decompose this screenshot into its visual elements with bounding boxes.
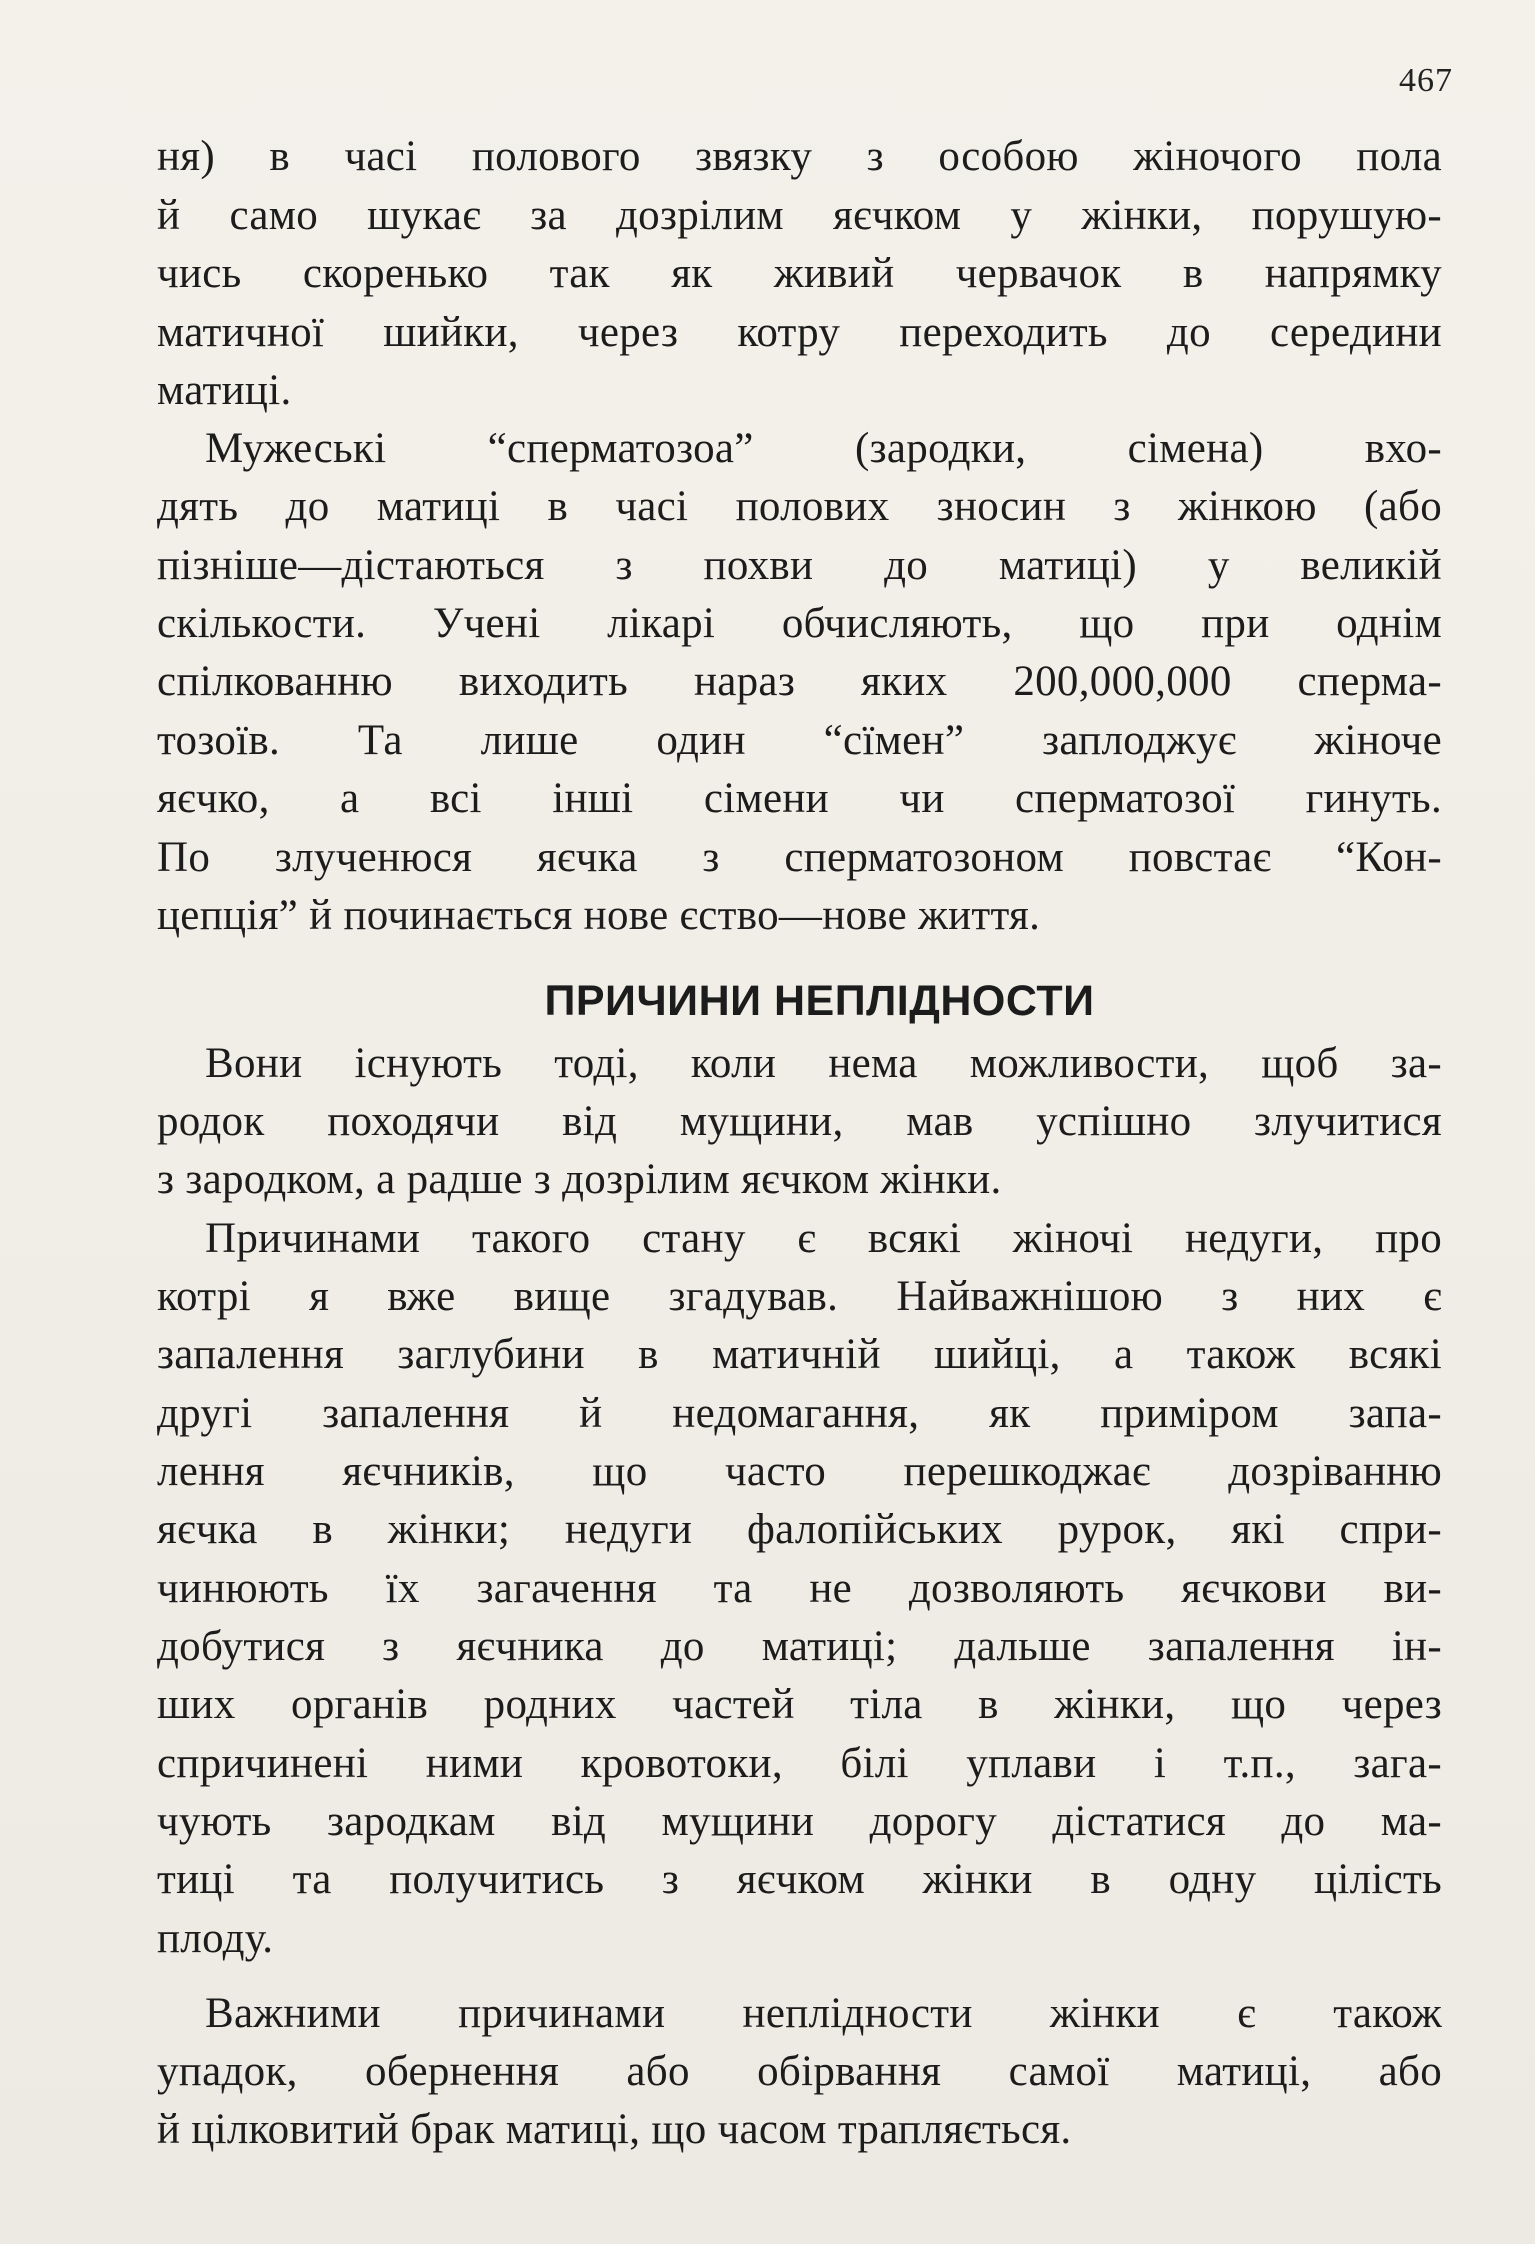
text-line: По злученюся яєчка з сперматозоном повстає “Кон- <box>157 834 1442 881</box>
text-line: й цілковитий брак матиці, що часом трапляється. <box>157 2106 1072 2153</box>
text-line: запалення заглубини в матичній шийці, а також всякі <box>157 1331 1442 1378</box>
text-line: спілкованню виходить нараз яких 200,000,000 сперма- <box>157 658 1442 705</box>
text-line: чинюють їх загачення та не дозволяють яєчкови ви- <box>157 1565 1442 1612</box>
text-line: тозоїв. Та лише один “сїмен” заплоджує жіноче <box>157 717 1442 764</box>
text-line: матиці. <box>157 367 292 414</box>
text-line: тиці та получитись з яєчком жінки в одну цілість <box>157 1856 1442 1903</box>
text-line: котрі я вже вище згадував. Найважнішою з них є <box>157 1273 1442 1320</box>
text-line: родок походячи від мущини, мав успішно злучитися <box>157 1098 1442 1145</box>
text-line: скількости. Учені лікарі обчисляють, що при однім <box>157 600 1442 647</box>
text-line: цепція” й починається нове єство—нове життя. <box>157 892 1041 939</box>
text-line: з зародком, а радше з дозрілим яєчком жінки. <box>157 1156 1002 1203</box>
section-heading: ПРИЧИНИ НЕПЛІДНОСТИ <box>544 977 1095 1025</box>
text-line: спричинені ними кровотоки, білі уплави і т.п., зага- <box>157 1740 1442 1787</box>
text-line: другі запалення й недомагання, як приміром запа- <box>157 1390 1442 1437</box>
text-line: яєчка в жінки; недуги фалопійських рурок, які спри- <box>157 1506 1442 1553</box>
text-line: й само шукає за дозрілим яєчком у жінки, порушую- <box>157 192 1442 239</box>
text-line: Вони існують тоді, коли нема можливости, щоб за- <box>205 1040 1442 1087</box>
text-line: дять до матиці в часі полових зносин з жінкою (або <box>157 483 1442 530</box>
text-line: матичної шийки, через котру переходить до середини <box>157 309 1442 356</box>
text-line: яєчко, а всі інші сімени чи сперматозої гинуть. <box>157 775 1442 822</box>
text-line: упадок, обернення або обірвання самої матиці, або <box>157 2048 1442 2095</box>
page-number: 467 <box>1399 62 1453 99</box>
text-line: лення яєчників, що часто перешкоджає дозріванню <box>157 1448 1442 1495</box>
text-line: добутися з яєчника до матиці; дальше запалення ін- <box>157 1623 1442 1670</box>
text-line: ня) в часі полового звязку з особою жіночого пола <box>157 133 1442 180</box>
text-line: Важними причинами неплідности жінки є також <box>205 1990 1442 2037</box>
text-line: чують зародкам від мущини дорогу дістатися до ма- <box>157 1798 1442 1845</box>
text-line: плоду. <box>157 1915 274 1962</box>
text-line: пізніше—дістаються з похви до матиці) у великій <box>157 542 1442 589</box>
text-line: чись скоренько так як живий червачок в напрямку <box>157 250 1442 297</box>
text-line: ших органів родних частей тіла в жінки, що через <box>157 1681 1442 1728</box>
text-line: Причинами такого стану є всякі жіночі недуги, про <box>205 1215 1442 1262</box>
text-line: Мужеські “сперматозоа” (зародки, сімена) вхо- <box>205 425 1442 472</box>
